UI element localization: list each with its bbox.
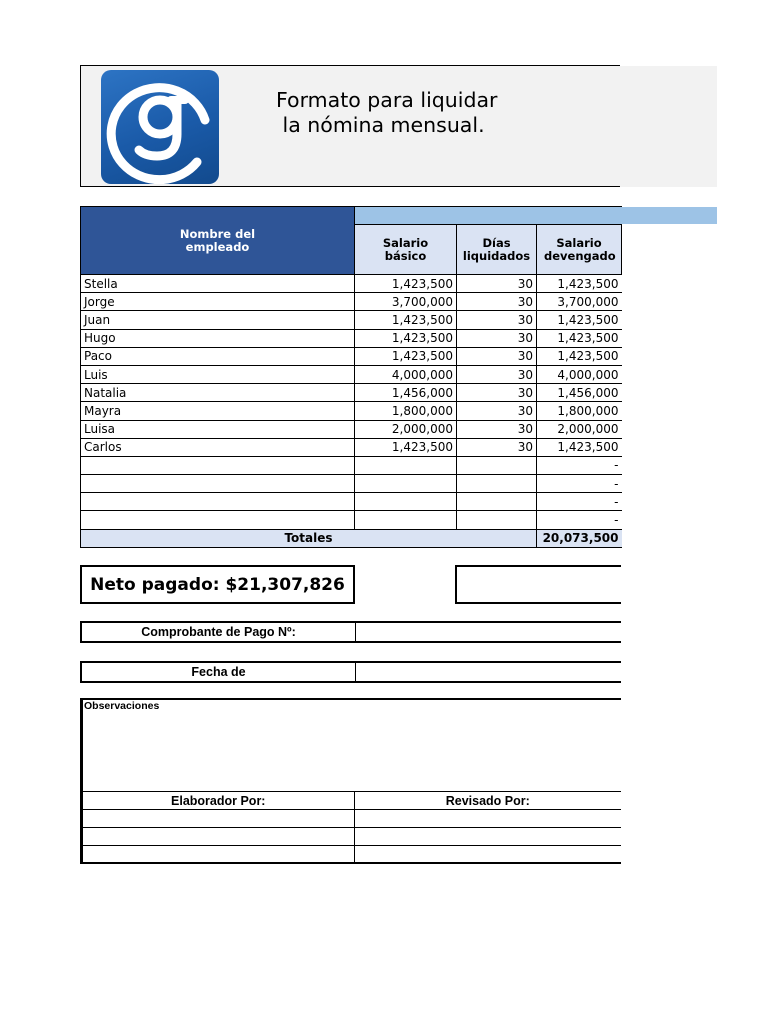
column-header-salario-devengado: [537, 225, 622, 275]
cell-name[interactable]: [81, 493, 355, 511]
cell-dias-liquidados[interactable]: [457, 511, 537, 529]
cell-salario-devengado[interactable]: 4,000,000: [537, 365, 622, 383]
cell-salario-basico[interactable]: 4,000,000: [355, 365, 457, 383]
signature-row: [83, 810, 621, 828]
table-row: [81, 384, 622, 402]
cell-salario-basico[interactable]: 1,423,500: [355, 347, 457, 365]
cell-salario-devengado[interactable]: -: [537, 475, 622, 493]
table-row: [81, 456, 622, 474]
cell-salario-devengado[interactable]: -: [537, 456, 622, 474]
signature-table: [83, 791, 621, 864]
cell-dias-liquidados[interactable]: 30: [457, 275, 537, 293]
neto-pagado-text: Neto pagado: $21,307,826: [90, 574, 345, 595]
elaborado-field-1[interactable]: [83, 810, 354, 828]
cell-salario-devengado[interactable]: 1,423,500: [537, 275, 622, 293]
cell-salario-devengado[interactable]: -: [537, 511, 622, 529]
cell-salario-basico[interactable]: [355, 493, 457, 511]
cell-name[interactable]: [81, 475, 355, 493]
cell-name[interactable]: Natalia: [81, 384, 355, 402]
cell-salario-basico[interactable]: 2,000,000: [355, 420, 457, 438]
column-header-salario-basico-label: Salario básico: [382, 235, 429, 263]
signature-row: [83, 846, 621, 864]
table-row: [81, 493, 622, 511]
cell-name[interactable]: Paco: [81, 347, 355, 365]
table-row: [81, 511, 622, 529]
cell-salario-basico[interactable]: 3,700,000: [355, 293, 457, 311]
elaborado-field-3[interactable]: [83, 846, 354, 864]
cell-dias-liquidados[interactable]: 30: [457, 311, 537, 329]
cell-dias-liquidados[interactable]: 30: [457, 402, 537, 420]
elaborado-label: Elaborador Por:: [83, 792, 354, 810]
comprobante-label: Comprobante de Pago Nº:: [82, 623, 356, 641]
cell-dias-liquidados[interactable]: [457, 475, 537, 493]
cell-dias-liquidados[interactable]: 30: [457, 347, 537, 365]
revisado-field-1[interactable]: [354, 810, 621, 828]
cell-name[interactable]: Luis: [81, 365, 355, 383]
cell-salario-basico[interactable]: 1,800,000: [355, 402, 457, 420]
table-row: [81, 365, 622, 383]
cell-salario-basico[interactable]: 1,456,000: [355, 384, 457, 402]
cell-name[interactable]: [81, 456, 355, 474]
cell-salario-devengado[interactable]: 2,000,000: [537, 420, 622, 438]
comprobante-value-field[interactable]: [356, 623, 621, 641]
column-header-salario-basico: [355, 225, 457, 275]
revisado-field-3[interactable]: [354, 846, 621, 864]
totals-value: 20,073,500: [537, 529, 622, 547]
header-band: [355, 207, 622, 225]
cell-salario-devengado[interactable]: -: [537, 493, 622, 511]
neto-pagado-box: [80, 565, 355, 604]
table-row: [81, 475, 622, 493]
cell-name[interactable]: [81, 511, 355, 529]
cell-name[interactable]: Juan: [81, 311, 355, 329]
column-header-name-label: Nombre del empleado: [179, 226, 256, 254]
table-row: [81, 311, 622, 329]
page-title: Formato para liquidar la nómina mensual.: [276, 88, 498, 137]
column-header-salario-devengado-label: Salario devengado: [544, 235, 616, 263]
table-row: [81, 438, 622, 456]
table-row: [81, 420, 622, 438]
cell-salario-basico[interactable]: 1,423,500: [355, 311, 457, 329]
cell-salario-basico[interactable]: [355, 456, 457, 474]
cell-salario-devengado[interactable]: 1,423,500: [537, 347, 622, 365]
table-row: [81, 329, 622, 347]
cell-dias-liquidados[interactable]: 30: [457, 293, 537, 311]
fecha-row: [80, 661, 621, 683]
cell-salario-devengado[interactable]: 1,423,500: [537, 311, 622, 329]
totals-row: [81, 529, 622, 547]
cell-name[interactable]: Jorge: [81, 293, 355, 311]
revisado-label: Revisado Por:: [354, 792, 621, 810]
cell-name[interactable]: Carlos: [81, 438, 355, 456]
payroll-table: [80, 206, 622, 548]
column-header-dias-liquidados-label: Días liquidados: [462, 235, 531, 263]
cell-salario-devengado[interactable]: 1,423,500: [537, 329, 622, 347]
cell-name[interactable]: Luisa: [81, 420, 355, 438]
observaciones-box[interactable]: [80, 698, 621, 864]
cell-name[interactable]: Hugo: [81, 329, 355, 347]
cell-salario-devengado[interactable]: 1,423,500: [537, 438, 622, 456]
cell-salario-basico[interactable]: 1,423,500: [355, 329, 457, 347]
cell-salario-basico[interactable]: [355, 475, 457, 493]
table-row: [81, 347, 622, 365]
cell-name[interactable]: Stella: [81, 275, 355, 293]
cell-salario-basico[interactable]: 1,423,500: [355, 275, 457, 293]
fecha-value-field[interactable]: [356, 663, 621, 681]
totals-label: Totales: [81, 529, 537, 547]
cell-dias-liquidados[interactable]: 30: [457, 384, 537, 402]
cell-salario-devengado[interactable]: 1,800,000: [537, 402, 622, 420]
cell-salario-devengado[interactable]: 3,700,000: [537, 293, 622, 311]
cell-dias-liquidados[interactable]: 30: [457, 365, 537, 383]
neto-side-box[interactable]: [455, 565, 621, 604]
header-band-extension: [620, 207, 717, 224]
revisado-field-2[interactable]: [354, 828, 621, 846]
cell-dias-liquidados[interactable]: 30: [457, 329, 537, 347]
cell-salario-basico[interactable]: [355, 511, 457, 529]
observaciones-label: Observaciones: [84, 700, 160, 712]
table-row: [81, 293, 622, 311]
cell-salario-basico[interactable]: 1,423,500: [355, 438, 457, 456]
column-header-dias-liquidados: [457, 225, 537, 275]
comprobante-row: [80, 621, 621, 643]
cell-dias-liquidados[interactable]: 30: [457, 420, 537, 438]
cell-dias-liquidados[interactable]: [457, 456, 537, 474]
cell-name[interactable]: Mayra: [81, 402, 355, 420]
at-g-logo-icon: [101, 70, 219, 184]
header-extension: [620, 66, 717, 187]
cell-salario-devengado[interactable]: 1,456,000: [537, 384, 622, 402]
elaborado-field-2[interactable]: [83, 828, 354, 846]
fecha-label: Fecha de: [82, 663, 356, 681]
table-row: [81, 275, 622, 293]
signature-header-row: [83, 792, 621, 810]
cell-dias-liquidados[interactable]: [457, 493, 537, 511]
table-header-band-row: [81, 207, 622, 225]
signature-row: [83, 828, 621, 846]
table-row: [81, 402, 622, 420]
column-header-name: [81, 207, 355, 275]
cell-dias-liquidados[interactable]: 30: [457, 438, 537, 456]
